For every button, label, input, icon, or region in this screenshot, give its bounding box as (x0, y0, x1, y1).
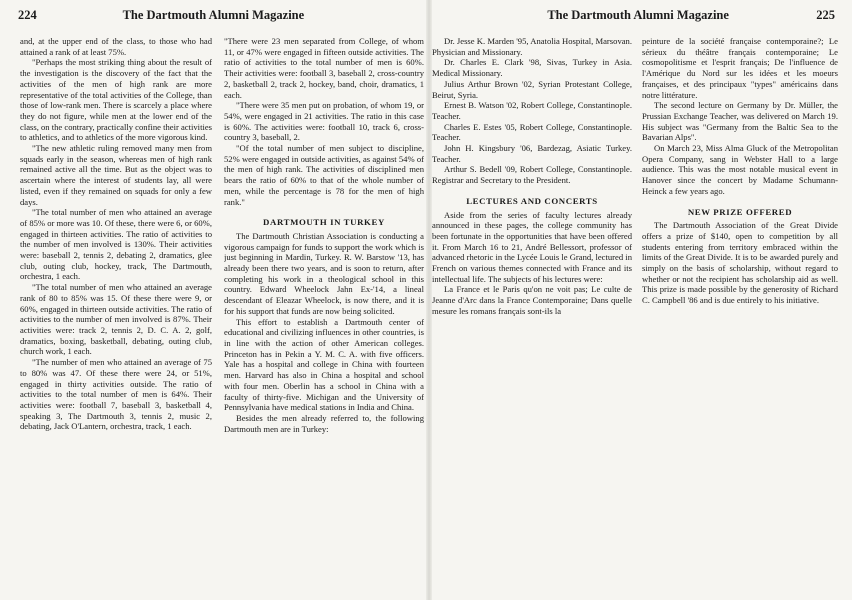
right-page-number: 225 (816, 7, 835, 22)
list-item: Arthur S. Bedell '09, Robert College, Constantinople. Registrar and Secretary to the President. (432, 164, 632, 186)
paragraph: peinture de la société française contemporaine?; Le sérieux du théâtre français contemporaine; Le cosmopolitisme et l'esprit français; De l'influence de l'Amérique du Nord sur les idées et les moeurs françaises, et des principaux "types" américains dans notre littérature. (642, 36, 838, 100)
paragraph: "The number of men who attained an average of 75 to 80% was 47. Of these there were 24, or 51%, engaged in thirty activities outside. The ratio of activities to the total number of men is 64%. Their activities were: football 7, baseball 3, basketball 4, speaking 3, The Dartmouth 3, tennis 2, music 2, debating, Jack O'Lantern, orchestra, track, 1 each. (20, 357, 212, 432)
list-item: Dr. Jesse K. Marden '95, Anatolia Hospital, Marsovan. Physician and Missionary. (432, 36, 632, 57)
paragraph: On March 23, Miss Alma Gluck of the Metropolitan Opera Company, sang in Webster Hall to a large audience. This was the most notable musical event in Hanover since the concert by Madame Schumann-Heinck a few years ago. (642, 143, 838, 196)
section-heading-lectures-and-concerts: LECTURES AND CONCERTS (466, 195, 598, 206)
list-item: Ernest B. Watson '02, Robert College, Constantinople. Teacher. (432, 100, 632, 121)
paragraph: La France et le Paris qu'on ne voit pas; Le culte de Jeanne d'Arc dans la France Contemporaine; Dans quelle mesure les romans français sont-ils la (432, 284, 632, 316)
section-heading-new-prize-offered: NEW PRIZE OFFERED (687, 206, 793, 217)
column-3 (432, 36, 632, 596)
list-item: Charles E. Estes '05, Robert College, Constantinople. Teacher. (432, 121, 632, 143)
section-heading-dartmouth-in-turkey: DARTMOUTH IN TURKEY (263, 217, 385, 228)
list-item: John H. Kingsbury '06, Bardezag, Asiatic Turkey. Teacher. (432, 143, 632, 164)
paragraph: "The total number of men who attained an average of 85% or more was 10. Of these, there were 6, or 60%, engaged in thirteen activities. The ratio of activities to the number of men involved is 130%. Their activities were: baseball 2, tennis 2, debating 2, dramatics, glee club, outing club, hockey, track, The Dartmouth, orchestra, 1 each. (20, 207, 212, 282)
paragraph: This effort to establish a Dartmouth center of educational and civilizing influences in other countries, is in line with the action of other American colleges. Princeton has in Pekin a Y. M. C. A. with five officers. Yale has a hospital and college in China with fourteen men. Harvard has also in China a hospital and school with four men. Oberlin has a school in China with a faculty of thirty-five. Michigan and the University of Pennsylvania have medical stations in India and China. (224, 316, 424, 413)
left-running-head: The Dartmouth Alumni Magazine (122, 7, 305, 22)
turkey-men-list (432, 36, 632, 186)
column-1 (20, 36, 212, 596)
paragraph: Aside from the series of faculty lectures already announced in these pages, the college community has been fortunate in the opportunities that have been offered it. From March 16 to 21, André Bellessort, professor of advanced rhetoric in the Lycée Louis le Grand, lectured in French on various themes connected with France and its intellectual life. The subjects of his lectures were: (432, 209, 632, 284)
paragraph: "There were 35 men put on probation, of whom 19, or 54%, were engaged in 21 activities. The ratio in this case is 60%. The activities were: football 10, track 6, cross-country 3, baseball, 2. (224, 100, 424, 143)
left-page-header (18, 0, 410, 30)
list-item: Dr. Charles E. Clark '98, Sivas, Turkey in Asia. Medical Missionary. (432, 57, 632, 79)
paragraph: "The new athletic ruling removed many men from squads early in the season, whereas men of high rank remained active all the time. But as the object was to ascertain where the interest of students lay, all were listed, even if they remained on squads for only a few days. (20, 143, 212, 207)
right-page-header (440, 0, 835, 30)
paragraph: "Perhaps the most striking thing about the result of the investigation is the discovery of the fact that the activities of the men of high rank are more representative of the total activities of the College, than those of low-rank men. There is scarcely a place where they do not figure, while men at the lower end of the class, on the contrary, practically confine their activities to athletics, and to athletics of the more vigorous kind. (20, 57, 212, 143)
paragraph: The Dartmouth Association of the Great Divide offers a prize of $140, open to competition by all students entering from territory embraced within the limits of the Great Divide. It is to be awarded purely and simply on the basis of scholarship, without regard to whether or not the recipient has scholarship aid as well. This prize is made possible by the generosity of Richard C. Campbell '86 and is due entirely to his initiative. (642, 220, 838, 306)
paragraph: and, at the upper end of the class, to those who had attained a rank of at least 75%. (20, 36, 212, 57)
column-2 (224, 36, 424, 596)
paragraph: The Dartmouth Christian Association is conducting a vigorous campaign for funds to support the work which is just beginning in Mardin, Turkey. R. W. Barstow '13, has already been there two years, and is soon to return, after completing his work in a theological school in this country. Edward Wheelock Jahn Ex-'14, a lineal descendant of Eleazar Wheelock, is now there, and it is for his support that funds are now being solicited. (224, 230, 424, 316)
paragraph: "There were 23 men separated from College, of whom 11, or 47% were engaged in fifteen outside activities. The ratio of activities to the total number of men is 60%. Their activities were: football 3, baseball 2, cross-country 2, basketball 2, track 2, hockey, band, choir, dramatics, 1 each. (224, 36, 424, 100)
right-running-head: The Dartmouth Alumni Magazine (547, 7, 729, 22)
paragraph: "Of the total number of men subject to discipline, 52% were engaged in outside activities, as against 54% of the men of high rank. The activities of disciplined men bears the ratio of 60% to that of the whole number of men, while the percentage is 78 for the men of high rank." (224, 143, 424, 207)
paragraph: "The total number of men who attained an average rank of 80 to 85% was 15. Of these there were 9, or 60%, engaged in thirteen outside activities. The ratio of activities to the number of men involved is 87%. Their activities were: track 2, tennis 2, D. C. A. 2, golf, dramatics, boxing, basketball, debating, outing club, church work, 1 each. (20, 282, 212, 357)
list-item: Julius Arthur Brown '02, Syrian Protestant College, Beirut, Syria. (432, 78, 632, 100)
paragraph: The second lecture on Germany by Dr. Müller, the Prussian Exchange Teacher, was delivered on March 19. His subject was "Germany from the Baltic Sea to the Bavarian Alps". (642, 100, 838, 143)
paragraph: Besides the men already referred to, the following Dartmouth men are in Turkey: (224, 412, 424, 434)
left-page-number: 224 (18, 7, 37, 22)
column-4 (642, 36, 838, 596)
